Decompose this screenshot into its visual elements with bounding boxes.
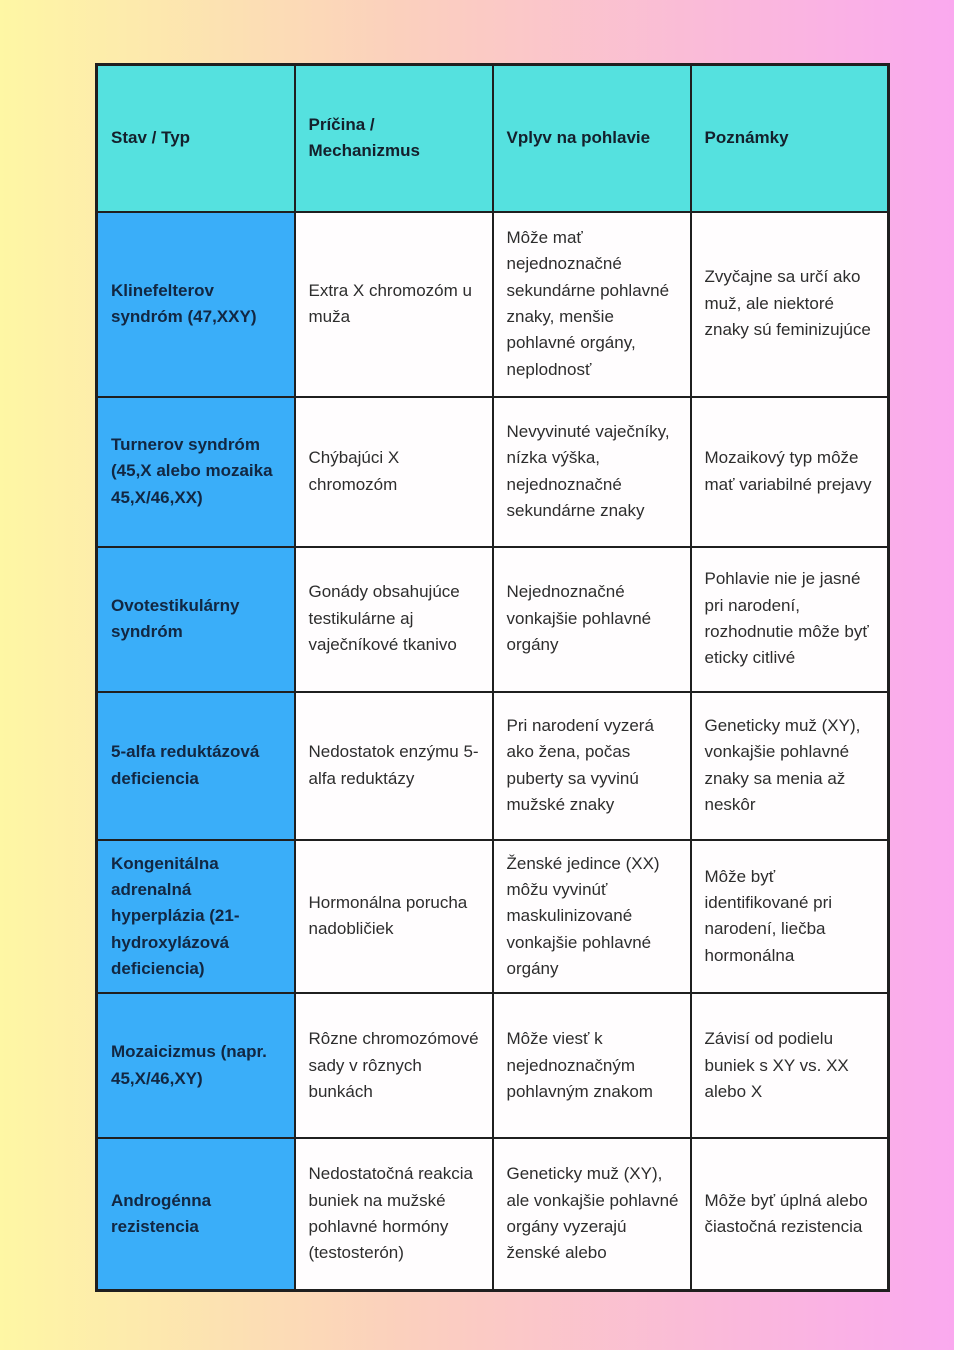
cell-notes: Zvyčajne sa určí ako muž, ale niektoré znaky sú feminizujúce bbox=[691, 212, 889, 397]
cell-notes: Geneticky muž (XY), vonkajšie pohlavné znaky sa menia až neskôr bbox=[691, 692, 889, 840]
table-header-row bbox=[97, 65, 889, 212]
cell-effect: Geneticky muž (XY), ale vonkajšie pohlavné orgány vyzerajú ženské alebo bbox=[493, 1138, 691, 1290]
cell-effect: Ženské jedince (XX) môžu vyvinúť maskulinizované vonkajšie pohlavné orgány bbox=[493, 840, 691, 994]
cell-notes: Môže byť identifikované pri narodení, liečba hormonálna bbox=[691, 840, 889, 994]
cell-cause: Hormonálna porucha nadobličiek bbox=[295, 840, 493, 994]
cell-effect: Môže viesť k nejednoznačným pohlavným znakom bbox=[493, 993, 691, 1138]
cell-cause: Extra X chromozóm u muža bbox=[295, 212, 493, 397]
cell-effect: Nejednoznačné vonkajšie pohlavné orgány bbox=[493, 547, 691, 692]
header-cell-stav-typ: Stav / Typ bbox=[97, 65, 295, 212]
header-cell-poznamky: Poznámky bbox=[691, 65, 889, 212]
row-label-ovotestikularny: Ovotestikulárny syndróm bbox=[97, 547, 295, 692]
cell-notes: Závisí od podielu buniek s XY vs. XX alebo X bbox=[691, 993, 889, 1138]
cell-cause: Gonády obsahujúce testikulárne aj vaječníkové tkanivo bbox=[295, 547, 493, 692]
table-row bbox=[97, 692, 889, 840]
cell-effect: Môže mať nejednoznačné sekundárne pohlavné znaky, menšie pohlavné orgány, neplodnosť bbox=[493, 212, 691, 397]
row-label-turnerov: Turnerov syndróm (45,X alebo mozaika 45,X/46,XX) bbox=[97, 397, 295, 547]
cell-cause: Nedostatok enzýmu 5-alfa reduktázy bbox=[295, 692, 493, 840]
table-row bbox=[97, 212, 889, 397]
cell-cause: Rôzne chromozómové sady v rôznych bunkách bbox=[295, 993, 493, 1138]
row-label-klinefelterov: Klinefelterov syndróm (47,XXY) bbox=[97, 212, 295, 397]
row-label-androgenna-rezistencia: Androgénna rezistencia bbox=[97, 1138, 295, 1290]
cell-effect: Pri narodení vyzerá ako žena, počas puberty sa vyvinú mužské znaky bbox=[493, 692, 691, 840]
row-label-mozaicizmus: Mozaicizmus (napr. 45,X/46,XY) bbox=[97, 993, 295, 1138]
header-cell-vplyv-na-pohlavie: Vplyv na pohlavie bbox=[493, 65, 691, 212]
table-row bbox=[97, 397, 889, 547]
dsd-conditions-table bbox=[95, 63, 890, 1292]
cell-effect: Nevyvinuté vaječníky, nízka výška, nejednoznačné sekundárne znaky bbox=[493, 397, 691, 547]
table-row bbox=[97, 993, 889, 1138]
table-row bbox=[97, 840, 889, 994]
table-row bbox=[97, 547, 889, 692]
cell-notes: Môže byť úplná alebo čiastočná rezistencia bbox=[691, 1138, 889, 1290]
cell-cause: Chýbajúci X chromozóm bbox=[295, 397, 493, 547]
header-cell-pricina-mechanizmus: Príčina / Mechanizmus bbox=[295, 65, 493, 212]
cell-notes: Pohlavie nie je jasné pri narodení, rozhodnutie môže byť eticky citlivé bbox=[691, 547, 889, 692]
cell-notes: Mozaikový typ môže mať variabilné prejavy bbox=[691, 397, 889, 547]
row-label-5-alfa-reduktazova: 5-alfa reduktázová deficiencia bbox=[97, 692, 295, 840]
cell-cause: Nedostatočná reakcia buniek na mužské pohlavné hormóny (testosterón) bbox=[295, 1138, 493, 1290]
row-label-kongenitalna-hyperplazia: Kongenitálna adrenalná hyperplázia (21-hydroxylázová deficiencia) bbox=[97, 840, 295, 994]
table-row bbox=[97, 1138, 889, 1290]
